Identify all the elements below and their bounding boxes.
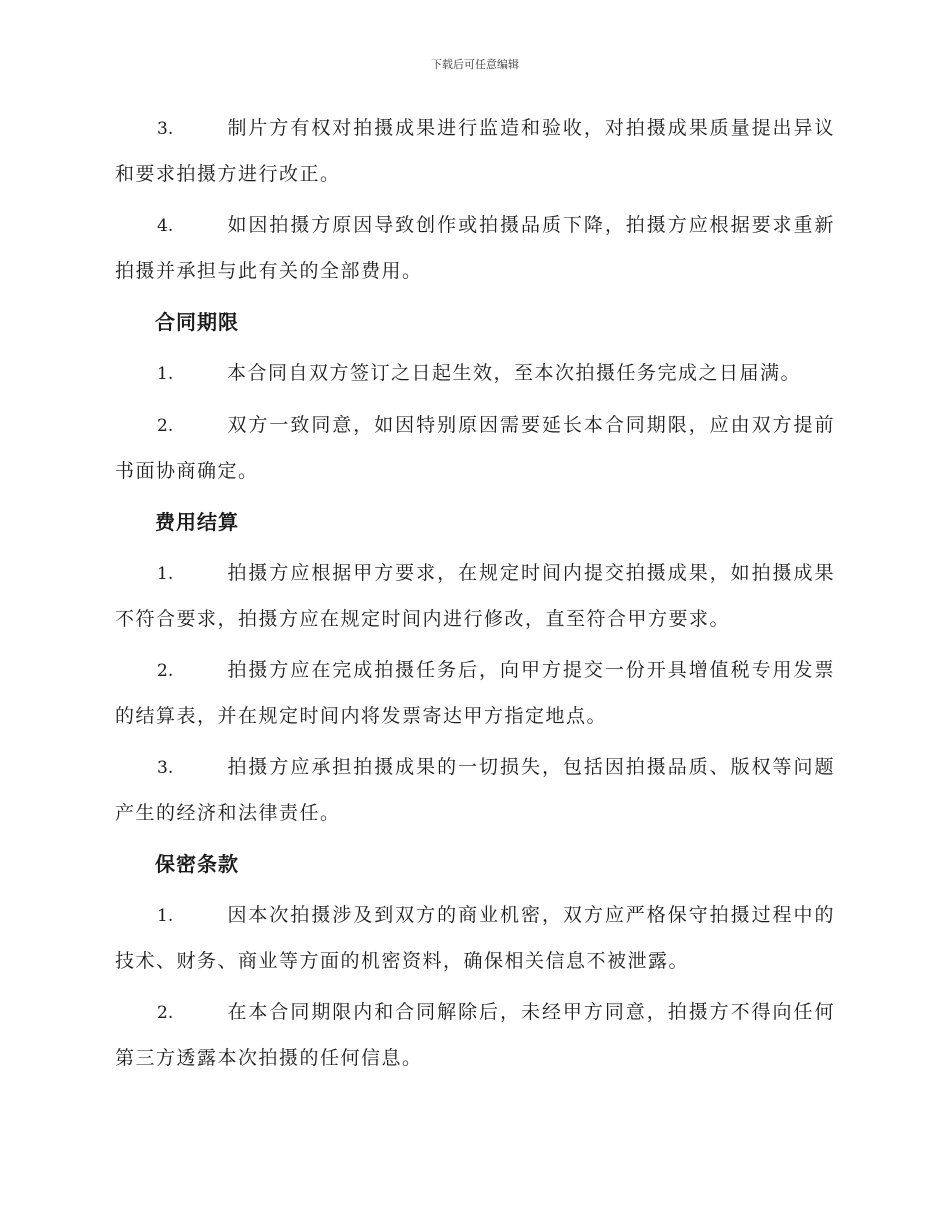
document-body — [115, 106, 835, 1087]
clause-text: 因本次拍摄涉及到双方的商业机密，双方应严格保守拍摄过程中的技术、财务、商业等方面的机密资料，确保相关信息不被泄露。 — [115, 904, 835, 972]
clause-text: 拍摄方应承担拍摄成果的一切损失，包括因拍摄品质、版权等问题产生的经济和法律责任。 — [115, 756, 835, 824]
clause-text: 制片方有权对拍摄成果进行监造和验收，对拍摄成果质量提出异议和要求拍摄方进行改正。 — [115, 117, 835, 185]
section-title-fee-settlement: 费用结算 — [155, 510, 239, 534]
clause-number: 3. — [157, 758, 174, 778]
clause-paragraph — [115, 551, 835, 642]
clause-text: 本合同自双方签订之日起生效，至本次拍摄任务完成之日届满。 — [227, 362, 802, 384]
clause-number: 4. — [157, 216, 174, 236]
clause-text: 双方一致同意，如因特别原因需要延长本合同期限，应由双方提前书面协商确定。 — [115, 414, 835, 482]
clause-paragraph — [115, 203, 835, 294]
page-header-note: 下载后可任意编辑 — [431, 58, 519, 71]
section-title-contract-term: 合同期限 — [155, 310, 239, 334]
clause-text: 在本合同期限内和合同解除后，未经甲方同意，拍摄方不得向任何第三方透露本次拍摄的任何信息。 — [115, 1001, 835, 1069]
clause-text: 如因拍摄方原因导致创作或拍摄品质下降，拍摄方应根据要求重新拍摄并承担与此有关的全部费用。 — [115, 214, 835, 282]
clause-paragraph — [115, 990, 835, 1081]
clause-paragraph — [115, 648, 835, 739]
clause-text: 拍摄方应在完成拍摄任务后，向甲方提交一份开具增值税专用发票的结算表，并在规定时间内将发票寄达甲方指定地点。 — [115, 659, 835, 727]
clause-number: 2. — [157, 1003, 174, 1023]
clause-paragraph — [115, 106, 835, 197]
section-title-confidentiality: 保密条款 — [155, 852, 239, 876]
clause-number: 1. — [157, 906, 174, 926]
clause-number: 2. — [157, 416, 174, 436]
clause-number: 1. — [157, 364, 174, 384]
clause-paragraph — [115, 745, 835, 836]
clause-paragraph — [115, 893, 835, 984]
clause-number: 1. — [157, 564, 174, 584]
clause-paragraph — [115, 403, 835, 494]
clause-number: 2. — [157, 661, 174, 681]
clause-text: 拍摄方应根据甲方要求，在规定时间内提交拍摄成果，如拍摄成果不符合要求，拍摄方应在规定时间内进行修改，直至符合甲方要求。 — [115, 562, 835, 630]
clause-number: 3. — [157, 119, 174, 139]
clause-paragraph — [115, 351, 835, 397]
